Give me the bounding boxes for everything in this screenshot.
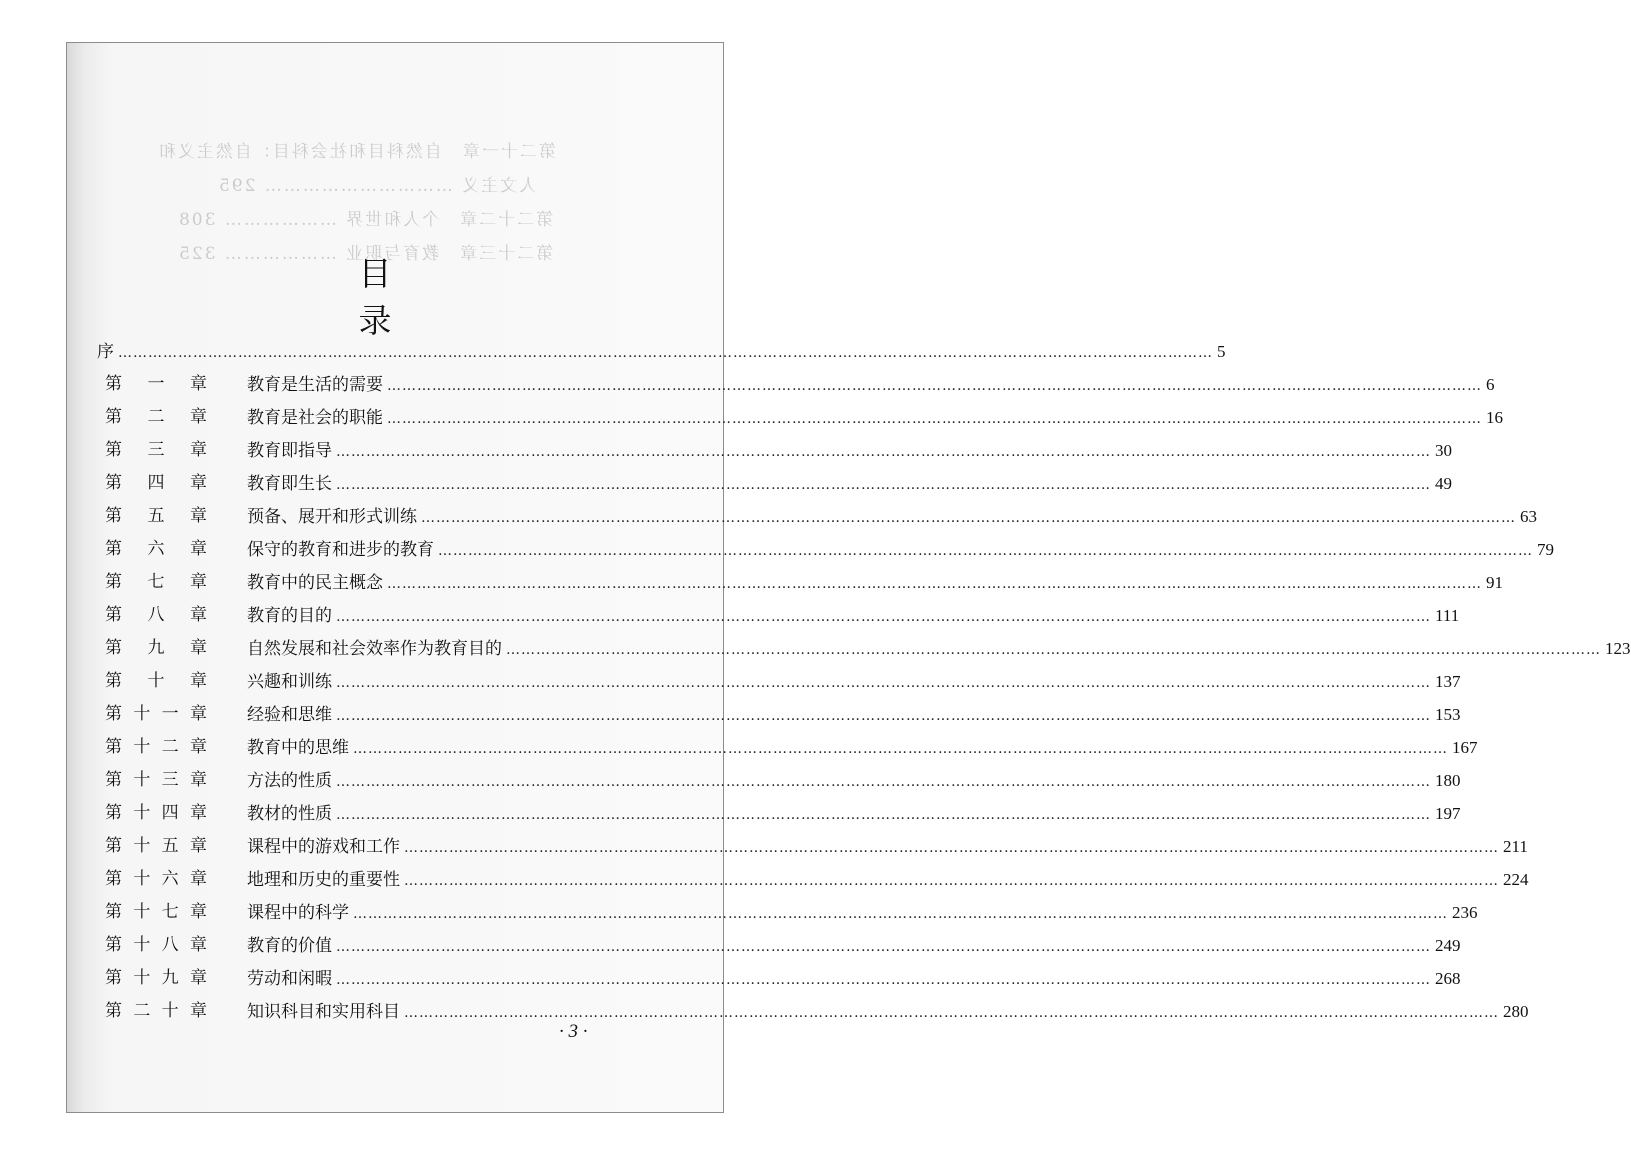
- toc-row[interactable]: [95, 896, 1478, 929]
- chapter-number: [105, 566, 207, 599]
- chapter-number-char: 第: [105, 407, 122, 427]
- toc-entry-title: 劳动和闲暇: [247, 969, 332, 989]
- toc-page-number: 137: [1435, 672, 1461, 691]
- chapter-number-char: 九: [161, 968, 179, 988]
- chapter-number-char: 第: [105, 704, 122, 724]
- toc-entry-title: 序: [97, 342, 114, 362]
- toc-entry-title: 保守的教育和进步的教育: [247, 540, 434, 560]
- chapter-number-char: 第: [105, 572, 122, 592]
- chapter-number-char: 章: [189, 869, 207, 889]
- toc-page-number: 5: [1217, 342, 1226, 361]
- toc-page-number: 224: [1503, 870, 1529, 889]
- toc-entry-title: 经验和思维: [247, 705, 332, 725]
- chapter-number-char: 第: [105, 473, 122, 493]
- chapter-number: [105, 599, 207, 632]
- toc-page-number: 236: [1452, 903, 1478, 922]
- chapter-number: [105, 929, 207, 962]
- toc-entry-title: 教育中的思维: [247, 738, 349, 758]
- toc-entry-title: 教育即生长: [247, 474, 332, 494]
- toc-row[interactable]: [95, 401, 1503, 434]
- dot-leader: …………………………………………………………………………………………………………………………………………………………………………………………………: [387, 576, 1482, 592]
- chapter-number-char: 章: [190, 605, 207, 625]
- chapter-number-char: 章: [190, 473, 207, 493]
- dot-leader: …………………………………………………………………………………………………………………………………………………………………………………………………: [421, 510, 1516, 526]
- toc-row[interactable]: [95, 632, 1631, 665]
- chapter-number-char: 章: [190, 572, 207, 592]
- chapter-number-char: 章: [189, 935, 207, 955]
- toc-row[interactable]: [95, 368, 1495, 401]
- toc-row[interactable]: [95, 599, 1460, 632]
- chapter-number-char: 章: [189, 704, 207, 724]
- chapter-number-char: 第: [105, 374, 122, 394]
- toc-page-number: 153: [1435, 705, 1461, 724]
- chapter-number-char: 四: [161, 803, 179, 823]
- chapter-number: [105, 896, 207, 929]
- dot-leader: …………………………………………………………………………………………………………………………………………………………………………………………………: [438, 543, 1533, 559]
- dot-leader: …………………………………………………………………………………………………………………………………………………………………………………………………: [404, 1005, 1499, 1021]
- dot-leader: …………………………………………………………………………………………………………………………………………………………………………………………………: [336, 675, 1431, 691]
- chapter-number-char: 第: [105, 869, 122, 889]
- chapter-number-char: 一: [147, 374, 165, 394]
- chapter-number-char: 七: [147, 572, 165, 592]
- toc-row[interactable]: [95, 764, 1461, 797]
- toc-page-number: 167: [1452, 738, 1478, 757]
- chapter-number-char: 六: [147, 539, 165, 559]
- toc-entry-title: 教材的性质: [247, 804, 332, 824]
- chapter-number-char: 第: [105, 935, 122, 955]
- chapter-number-char: 章: [190, 440, 207, 460]
- toc-entry-title: 课程中的科学: [247, 903, 349, 923]
- toc-row[interactable]: [95, 566, 1503, 599]
- bleed-line: 人文主义 ………………………… 295: [217, 176, 537, 196]
- chapter-number-char: 第: [105, 803, 122, 823]
- chapter-number-char: 二: [161, 737, 179, 757]
- dot-leader: …………………………………………………………………………………………………………………………………………………………………………………………………: [336, 972, 1431, 988]
- chapter-number-char: 章: [190, 671, 207, 691]
- dot-leader: …………………………………………………………………………………………………………………………………………………………………………………………………: [336, 939, 1431, 955]
- chapter-number-char: 第: [105, 968, 122, 988]
- chapter-number: [105, 698, 207, 731]
- chapter-number-char: 一: [161, 704, 179, 724]
- chapter-number-char: 十: [133, 902, 151, 922]
- toc-row[interactable]: [95, 467, 1452, 500]
- dot-leader: …………………………………………………………………………………………………………………………………………………………………………………………………: [353, 741, 1448, 757]
- chapter-number-char: 十: [133, 836, 151, 856]
- dot-leader: …………………………………………………………………………………………………………………………………………………………………………………………………: [506, 642, 1601, 658]
- dot-leader: …………………………………………………………………………………………………………………………………………………………………………………………………: [336, 708, 1431, 724]
- chapter-number-char: 章: [189, 770, 207, 790]
- toc-page-number: 268: [1435, 969, 1461, 988]
- toc-row[interactable]: [95, 434, 1452, 467]
- toc-entry-title: 预备、展开和形式训练: [247, 507, 417, 527]
- chapter-number: [105, 368, 207, 401]
- chapter-number-char: 章: [189, 968, 207, 988]
- chapter-number-char: 第: [105, 836, 122, 856]
- toc-page-number: 79: [1537, 540, 1554, 559]
- toc-entry-title: 自然发展和社会效率作为教育目的: [247, 639, 502, 659]
- toc-page-number: 49: [1435, 474, 1452, 493]
- bleed-line: 第二十一章 自然科目和社会科目：自然主义和: [157, 142, 556, 162]
- chapter-number: [105, 500, 207, 533]
- chapter-number: [105, 632, 207, 665]
- bleed-line: 第二十三章 教育与职业 ……………… 325: [177, 244, 554, 264]
- bleed-line: 第二十二章 个人和世界 ……………… 308: [177, 210, 554, 230]
- toc-entry-title: 方法的性质: [247, 771, 332, 791]
- dot-leader: …………………………………………………………………………………………………………………………………………………………………………………………………: [404, 873, 1499, 889]
- chapter-number-char: 章: [189, 836, 207, 856]
- toc-page-number: 30: [1435, 441, 1452, 460]
- dot-leader: …………………………………………………………………………………………………………………………………………………………………………………………………: [336, 444, 1431, 460]
- chapter-number-char: 章: [190, 374, 207, 394]
- toc-row[interactable]: [95, 731, 1478, 764]
- chapter-number-char: 十: [133, 803, 151, 823]
- dot-leader: …………………………………………………………………………………………………………………………………………………………………………………………………: [353, 906, 1448, 922]
- chapter-number: [105, 764, 207, 797]
- chapter-number-char: 六: [161, 869, 179, 889]
- toc-entry-title: 课程中的游戏和工作: [247, 837, 400, 857]
- chapter-number-char: 十: [133, 737, 151, 757]
- page-title: 目 录: [358, 254, 436, 340]
- chapter-number-char: 第: [105, 605, 122, 625]
- dot-leader: …………………………………………………………………………………………………………………………………………………………………………………………………: [336, 807, 1431, 823]
- toc-page-number: 280: [1503, 1002, 1529, 1021]
- toc-row[interactable]: [95, 830, 1528, 863]
- chapter-number-char: 第: [105, 1001, 122, 1021]
- toc-row[interactable]: [95, 500, 1537, 533]
- dot-leader: …………………………………………………………………………………………………………………………………………………………………………………………………: [387, 378, 1482, 394]
- chapter-number: [105, 995, 207, 1028]
- chapter-number: [105, 665, 207, 698]
- chapter-number-char: 二: [147, 407, 165, 427]
- chapter-number-char: 第: [105, 770, 122, 790]
- toc-page-number: 6: [1486, 375, 1495, 394]
- dot-leader: …………………………………………………………………………………………………………………………………………………………………………………………………: [336, 774, 1431, 790]
- book-page: [66, 42, 1631, 1113]
- chapter-number-char: 九: [147, 638, 165, 658]
- chapter-number-char: 十: [133, 869, 151, 889]
- chapter-number-char: 章: [190, 407, 207, 427]
- chapter-number-char: 五: [161, 836, 179, 856]
- chapter-number-char: 第: [105, 902, 122, 922]
- toc-row[interactable]: [95, 698, 1461, 731]
- dot-leader: …………………………………………………………………………………………………………………………………………………………………………………………………: [336, 609, 1431, 625]
- chapter-number-char: 三: [161, 770, 179, 790]
- toc-row[interactable]: [95, 665, 1461, 698]
- chapter-number-char: 第: [105, 737, 122, 757]
- page-number: · 3 ·: [559, 1021, 588, 1042]
- chapter-number: [105, 467, 207, 500]
- chapter-number-char: 第: [105, 440, 122, 460]
- toc-entry-title: 兴趣和训练: [247, 672, 332, 692]
- chapter-number-char: 章: [189, 902, 207, 922]
- dot-leader: …………………………………………………………………………………………………………………………………………………………………………………………………: [336, 477, 1431, 493]
- dot-leader: …………………………………………………………………………………………………………………………………………………………………………………………………: [387, 411, 1482, 427]
- chapter-number-char: 十: [161, 1001, 179, 1021]
- toc-row[interactable]: [95, 929, 1461, 962]
- toc-entry-title: 地理和历史的重要性: [247, 870, 400, 890]
- toc-row-preface[interactable]: [95, 335, 1226, 368]
- chapter-number-char: 章: [190, 539, 207, 559]
- chapter-number-char: 章: [189, 803, 207, 823]
- table-of-contents: [95, 335, 1631, 1028]
- toc-entry-title: 教育的价值: [247, 936, 332, 956]
- toc-page-number: 16: [1486, 408, 1503, 427]
- toc-entry-title: 教育的目的: [247, 606, 332, 626]
- dot-leader: …………………………………………………………………………………………………………………………………………………………………………………………………: [118, 345, 1213, 361]
- chapter-number: [105, 863, 207, 896]
- toc-page-number: 111: [1435, 606, 1460, 625]
- chapter-number-char: 第: [105, 506, 122, 526]
- chapter-number: [105, 797, 207, 830]
- chapter-number-char: 章: [190, 506, 207, 526]
- chapter-number-char: 第: [105, 638, 122, 658]
- chapter-number-char: 章: [190, 638, 207, 658]
- chapter-number-char: 章: [189, 737, 207, 757]
- chapter-number: [105, 830, 207, 863]
- chapter-number-char: 十: [133, 770, 151, 790]
- toc-page-number: 180: [1435, 771, 1461, 790]
- toc-page-number: 197: [1435, 804, 1461, 823]
- chapter-number-char: 八: [147, 605, 165, 625]
- chapter-number-char: 十: [147, 671, 165, 691]
- chapter-number: [105, 434, 207, 467]
- chapter-number-char: 十: [133, 968, 151, 988]
- chapter-number-char: 四: [147, 473, 165, 493]
- toc-page-number: 211: [1503, 837, 1528, 856]
- toc-page-number: 63: [1520, 507, 1537, 526]
- chapter-number: [105, 401, 207, 434]
- toc-row[interactable]: [95, 863, 1529, 896]
- chapter-number: [105, 533, 207, 566]
- dot-leader: …………………………………………………………………………………………………………………………………………………………………………………………………: [404, 840, 1499, 856]
- chapter-number-char: 第: [105, 539, 122, 559]
- chapter-number-char: 章: [189, 1001, 207, 1021]
- toc-entry-title: 教育是社会的职能: [247, 408, 383, 428]
- chapter-number-char: 八: [161, 935, 179, 955]
- chapter-number: [105, 962, 207, 995]
- toc-entry-title: 教育即指导: [247, 441, 332, 461]
- chapter-number-char: 十: [133, 704, 151, 724]
- toc-entry-title: 教育是生活的需要: [247, 375, 383, 395]
- chapter-number-char: 三: [147, 440, 165, 460]
- chapter-number-char: 七: [161, 902, 179, 922]
- toc-page-number: 91: [1486, 573, 1503, 592]
- toc-entry-title: 知识科目和实用科目: [247, 1002, 400, 1022]
- chapter-number: [105, 731, 207, 764]
- toc-entry-title: 教育中的民主概念: [247, 573, 383, 593]
- chapter-number-char: 第: [105, 671, 122, 691]
- toc-row[interactable]: [95, 962, 1461, 995]
- toc-row[interactable]: [95, 797, 1461, 830]
- chapter-number-char: 十: [133, 935, 151, 955]
- toc-page-number: 249: [1435, 936, 1461, 955]
- chapter-number-char: 五: [147, 506, 165, 526]
- chapter-number-char: 二: [133, 1001, 151, 1021]
- toc-row[interactable]: [95, 533, 1554, 566]
- toc-page-number: 123: [1605, 639, 1631, 658]
